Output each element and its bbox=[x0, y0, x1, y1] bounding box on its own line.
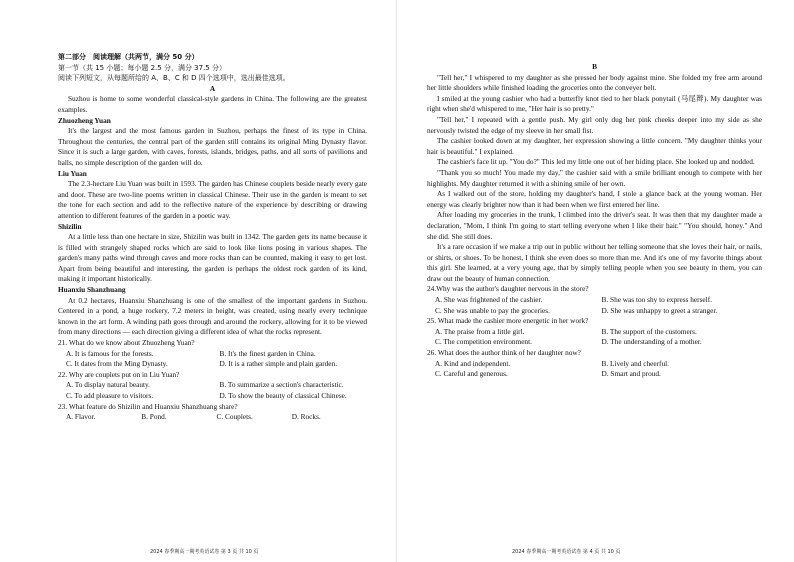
option: A. To display natural beauty. bbox=[66, 380, 150, 390]
passage-b-paragraph: I smiled at the young cashier who had a butterfly knot tied to her black ponytail (马尾辫). My daughter was right when she'd whispered to me, "Her hair is so pretty." bbox=[427, 93, 762, 114]
question-23-options bbox=[58, 412, 367, 423]
passage-b-paragraph: The cashier's face lit up. "You do?" This led my little one out of her hiding place. She looked up and nodded. bbox=[437, 157, 755, 167]
part-title: 第二部分 阅读理解（共两节，满分 50 分） bbox=[58, 53, 199, 61]
option: D. She was unhappy to greet a stranger. bbox=[601, 305, 718, 315]
option: C. The competition environment. bbox=[435, 337, 532, 347]
garden-title-huanxiu: Huanxiu Shanzhuang bbox=[58, 285, 126, 295]
option: B. It's the finest garden in China. bbox=[219, 348, 316, 358]
passage-label-a: A bbox=[209, 83, 216, 93]
passage-b-paragraph: As I walked out of the store, holding my daughter's hand, I stole a glance back at the young woman. Her energy was clearly brighter now than it had been when we first entered her line. bbox=[427, 189, 762, 209]
question-25-options bbox=[427, 327, 762, 348]
option: C. Careful and generous. bbox=[435, 369, 508, 379]
option: A. Kind and independent. bbox=[435, 358, 511, 368]
instruction: 阅读下列短文，从每题所给的 A、B、C 和 D 四个选项中，选出最佳选项。 bbox=[58, 74, 290, 83]
question-22: 22. Why are couplets put on in Liu Yuan? bbox=[58, 369, 180, 379]
question-26-options bbox=[427, 359, 762, 380]
option: A. The praise from a little girl. bbox=[435, 326, 525, 336]
garden-title-liu: Liu Yuan bbox=[58, 168, 87, 178]
right-page bbox=[397, 0, 794, 562]
passage-b-paragraph: It's a rare occasion if we make a trip out in public without her telling someone that she loves their hair, or nails, or shirts, or shoes. To be honest, I think she even does so more than me. And it's one of my favorite things about this girl. She learned, at a very young age, that by simply telling people when you see beauty in them, you can draw out the beauty of human connection. bbox=[427, 242, 762, 283]
option: A. It is famous for the forests. bbox=[66, 348, 154, 358]
option: B. To summarize a section's characteristic. bbox=[219, 380, 344, 390]
passage-b-paragraph: "Tell her," I whispered to my daughter as she pressed her body against mine. She folded my free arm around her little shoulders while finished loading the groceries onto the conveyer belt. bbox=[427, 72, 762, 93]
passage-a-intro: Suzhou is home to some wonderful classical-style gardens in China. The following are the greatest examples. bbox=[58, 94, 367, 114]
question-21: 21. What do we know about Zhuozheng Yuan? bbox=[58, 338, 195, 348]
garden-text-huanxiu: At 0.2 hectares, Huanxiu Shanzhuang is one of the smallest of the important gardens in Suzhou. Centered in a pond, a huge rockery, 7.2 meters in height, was created, using nearly every technique known in the art form. A winding path goes through and around the rockery, allowing for it to be viewed from many directions — each direction giving a different idea of what the rocks represent. bbox=[58, 295, 367, 337]
option: C. Couplets. bbox=[216, 412, 253, 422]
question-23: 23. What feature do Shizilin and Huanxiu Shanzhuang share? bbox=[58, 401, 238, 411]
garden-text-zhuozheng: It's the largest and the most famous garden in Suzhou, perhaps the finest of its type in China. Throughout the centuries, the central part of the garden still contains its original Ming Dynasty flavor. Since it is such a large garden, with caves, forests, islands, bridges, paths, and all sorts of pavilions and halls, no simple description of the garden will do. bbox=[58, 126, 367, 167]
option: A. Flavor. bbox=[66, 412, 96, 422]
option: B. Pond. bbox=[141, 412, 167, 422]
passage-label-b: B bbox=[592, 62, 597, 71]
option: A. She was frightened of the cashier. bbox=[435, 295, 543, 305]
option: D. To show the beauty of classical Chinese. bbox=[219, 391, 347, 400]
garden-text-shizilin: At a little less than one hectare in size, Shizilin was built in 1342. The garden gets its name because it is filled with strangely shaped rocks which are said to look like lions posing in various shapes. The garden's many paths wind through caves and more rocks than can be counted, making it easy to get lost. Apart from being beautiful and interesting, the garden is perhaps the oldest rock garden of its kind, making it important historically. bbox=[58, 232, 367, 284]
garden-text-liu: The 2.3-hectare Liu Yuan was built in 1593. The garden has Chinese couplets beside nearly every gate and door. These are two-line poems written in classical Chinese. Their use in the garden is meant to set the tone for each section and add to the reflective nature of the experience by describing or drawing attention to different features of the garden in a poetic way. bbox=[58, 179, 367, 220]
option: C. To add pleasure to visitors. bbox=[66, 391, 154, 400]
garden-title-shizilin: Shizilin bbox=[58, 221, 82, 231]
right-page-footer: 2024 春季期高一期考英语试卷 第 4 页 共 10 页 bbox=[512, 549, 621, 555]
option: D. It is a rather simple and plain garden. bbox=[219, 359, 338, 369]
left-page-footer: 2024 春季期高一期考英语试卷 第 3 页 共 10 页 bbox=[150, 549, 259, 555]
question-24-options bbox=[427, 295, 762, 316]
option: B. She was too shy to express herself. bbox=[601, 295, 712, 305]
option: D. Rocks. bbox=[291, 412, 321, 422]
question-26: 26. What does the author think of her daughter now? bbox=[427, 348, 581, 358]
question-22-options bbox=[58, 380, 367, 401]
passage-b-paragraph: "Thank you so much! You made my day," the cashier said with a smile brilliant enough to compete with her highlights. My daughter returned it with a shining smile of her own. bbox=[427, 167, 762, 188]
option: C. She was unable to pay the groceries. bbox=[435, 305, 550, 315]
option: D. Smart and proud. bbox=[601, 369, 661, 379]
passage-b-paragraph: "Tell her," I repeated with a gentle push. My girl only dug her pink cheeks deeper into my side as she nervously twisted the edge of my sleeve in her small fist. bbox=[427, 114, 762, 135]
option: B. The support of the customers. bbox=[601, 326, 697, 336]
garden-title-zhuozheng: Zhuozheng Yuan bbox=[58, 115, 111, 125]
passage-b-paragraph: After loading my groceries in the trunk, I climbed into the driver's seat. It was then that my daughter made a declaration, "Mom, I think I'm going to start telling everyone when I like their hair." "You should, honey." And she did. She still does. bbox=[427, 210, 762, 241]
question-21-options bbox=[58, 349, 367, 370]
option: C. It dates from the Ming Dynasty. bbox=[66, 359, 168, 369]
section-title: 第一节（共 15 小题；每小题 2.5 分，满分 37.5 分） bbox=[58, 63, 226, 72]
option: D. The understanding of a mother. bbox=[601, 337, 702, 347]
passage-b-paragraph: The cashier looked down at my daughter, her expression showing a little concern. "My daughter thinks your hair is beautiful." I explained. bbox=[427, 136, 762, 156]
question-25: 25. What made the cashier more energetic in her work? bbox=[427, 316, 589, 326]
question-24: 24.Why was the author's daughter nervous in the store? bbox=[427, 284, 589, 294]
option: B. Lively and cheerful. bbox=[601, 358, 669, 368]
